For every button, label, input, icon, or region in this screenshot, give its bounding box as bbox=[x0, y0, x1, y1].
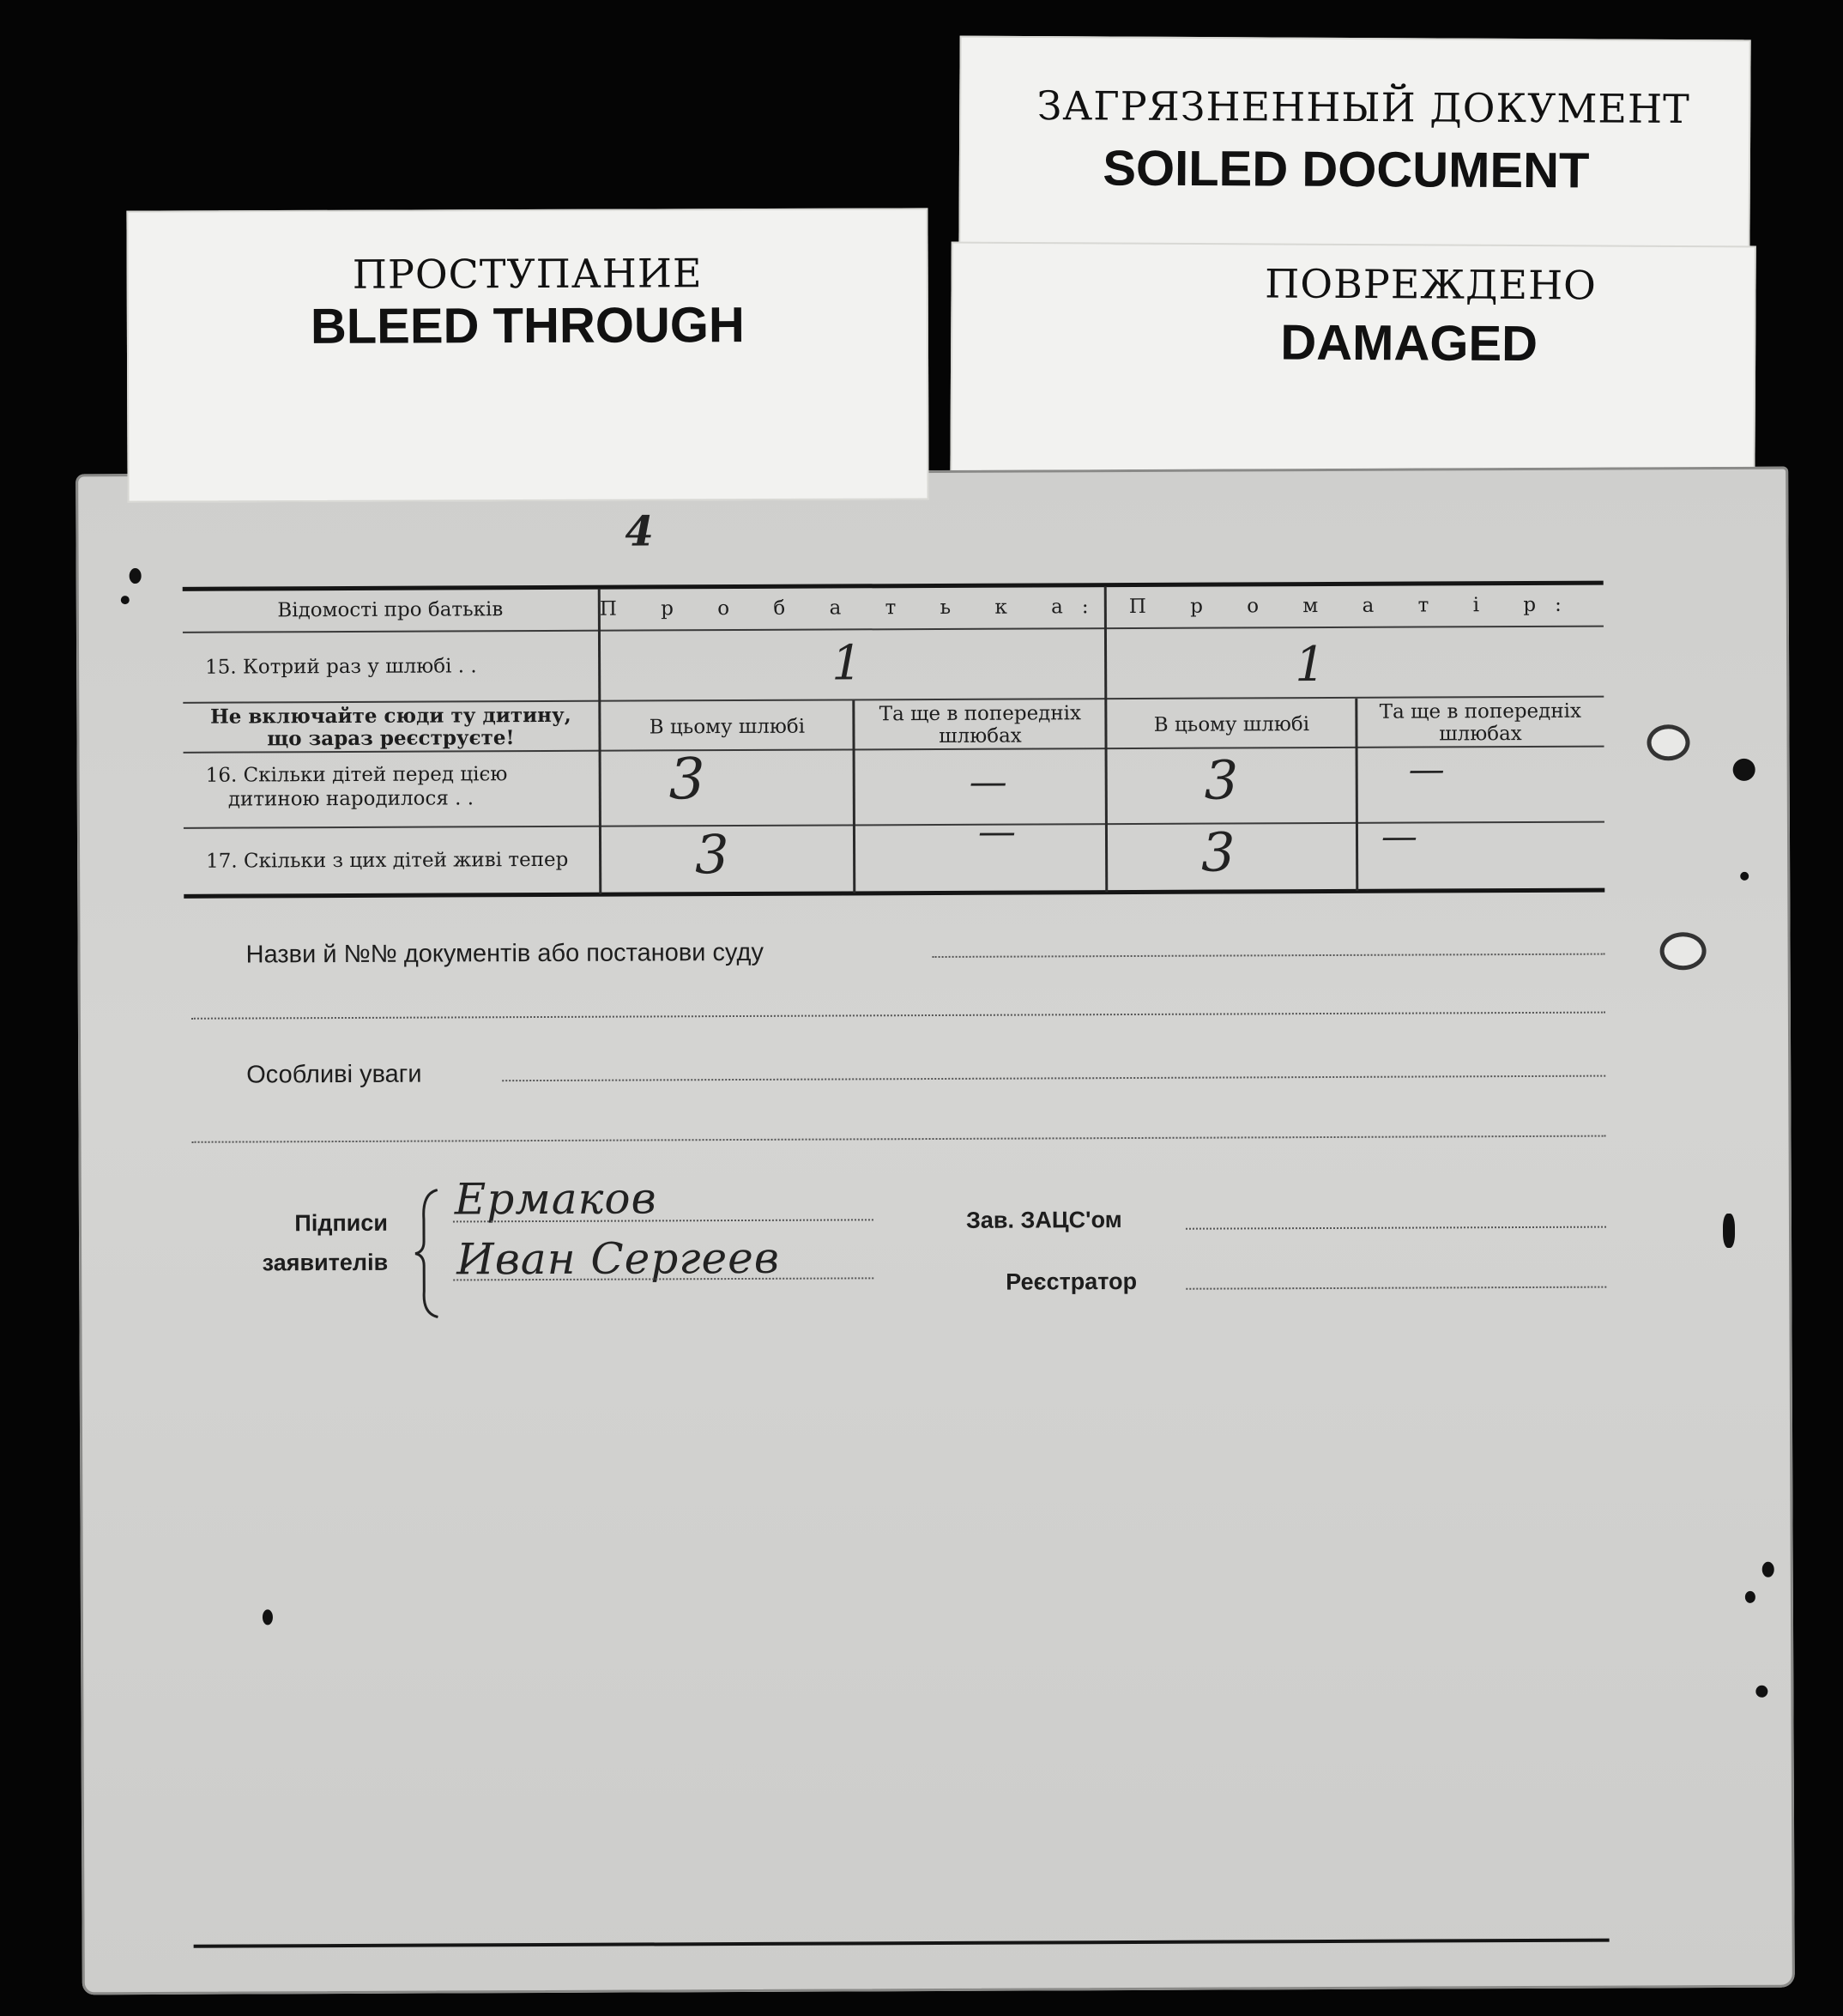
father-prev-marriages-header-l1: Та ще в попередніх bbox=[879, 702, 1082, 726]
ink-spot bbox=[130, 568, 142, 584]
form-sheet bbox=[76, 467, 1795, 1995]
ink-spot bbox=[1740, 872, 1749, 881]
signatures-label-line2: заявителів bbox=[262, 1249, 389, 1276]
signature-2: Иван Сергеев bbox=[456, 1232, 781, 1285]
father-prev-marriages-header-l2: шлюбах bbox=[939, 724, 1022, 748]
table-top-rule bbox=[183, 581, 1604, 591]
signatures-brace bbox=[412, 1184, 447, 1322]
row15-mother-value: 1 bbox=[1294, 637, 1326, 693]
bottom-rule bbox=[194, 1939, 1610, 1948]
bleed-label-en: BLEED THROUGH bbox=[310, 297, 745, 354]
row17-father-this-value: 3 bbox=[694, 823, 729, 887]
note-line2: що зараз реєструєте! bbox=[267, 726, 515, 751]
registrar-fill-line bbox=[1186, 1286, 1606, 1290]
soiled-label-en: SOILED DOCUMENT bbox=[1103, 140, 1590, 199]
header-about-mother: П р о м а т і р: bbox=[1128, 593, 1580, 619]
soiled-label-ru: ЗАГРЯЗНЕННЫЙ ДОКУМЕНТ bbox=[1036, 82, 1690, 133]
table-bottom-rule bbox=[184, 888, 1604, 899]
ink-spot bbox=[1762, 1562, 1774, 1577]
bleed-through-label bbox=[126, 208, 928, 502]
row16-mother-prev-value: — bbox=[1408, 748, 1445, 790]
row17-father-prev-value: — bbox=[977, 809, 1017, 854]
head-fill-line bbox=[1186, 1226, 1606, 1230]
row16-father-prev-value: — bbox=[969, 760, 1007, 804]
note-line1: Не включайте сюди ту дитину, bbox=[209, 703, 571, 729]
damaged-label-ru: ПОВРЕЖДЕНО bbox=[1265, 260, 1598, 309]
ink-spot bbox=[1723, 1214, 1735, 1248]
ink-spot bbox=[121, 596, 130, 604]
row16-father-this-value: 3 bbox=[668, 746, 705, 813]
documents-label: Назви й №№ документів або постанови суду bbox=[245, 938, 764, 969]
remarks-fill-line bbox=[502, 1075, 1605, 1082]
row16-label-line1: 16. Скільки дітей перед цією bbox=[205, 763, 508, 787]
header-about-father: П р о б а т ь к а: bbox=[599, 596, 1108, 621]
ink-spot bbox=[1745, 1591, 1755, 1603]
ink-spot bbox=[1755, 1686, 1767, 1698]
header-parents-info: Відомості про батьків bbox=[277, 598, 504, 622]
punch-hole bbox=[1647, 724, 1689, 760]
row15-label: 15. Котрий раз у шлюбі . . bbox=[205, 655, 477, 679]
mother-this-marriage-header: В цьому шлюбі bbox=[1153, 713, 1310, 736]
remarks-label: Особливі уваги bbox=[246, 1060, 422, 1089]
row17-mother-this-value: 3 bbox=[1200, 820, 1236, 884]
table-rule bbox=[183, 626, 1604, 633]
remarks-fill-line-2 bbox=[192, 1135, 1606, 1143]
row15-father-value: 1 bbox=[831, 635, 862, 692]
mother-prev-marriages-header-l2: шлюбах bbox=[1439, 723, 1522, 746]
registrar-label: Реєстратор bbox=[1006, 1268, 1138, 1295]
head-label: Зав. ЗАЦС'ом bbox=[965, 1207, 1122, 1233]
ink-spot bbox=[263, 1609, 273, 1625]
documents-fill-line-2 bbox=[191, 1012, 1605, 1020]
documents-fill-line bbox=[933, 954, 1605, 958]
father-this-marriage-header: В цьому шлюбі bbox=[649, 715, 806, 739]
ink-spot bbox=[1733, 759, 1755, 781]
punch-hole bbox=[1659, 932, 1706, 970]
mother-prev-marriages-header-l1: Та ще в попередніх bbox=[1379, 699, 1582, 723]
soiled-document-label bbox=[958, 36, 1750, 263]
signatures-label-line1: Підписи bbox=[294, 1209, 389, 1237]
page-mark: 4 bbox=[625, 507, 654, 556]
row17-label: 17. Скільки з цих дітей живі тепер bbox=[206, 848, 569, 873]
damaged-label bbox=[950, 242, 1756, 504]
row16-label-line2: дитиною народилося . . bbox=[227, 787, 474, 811]
damaged-label-en: DAMAGED bbox=[1280, 314, 1538, 372]
bleed-label-ru: ПРОСТУПАНИЕ bbox=[352, 250, 703, 298]
row17-mother-prev-value: — bbox=[1381, 814, 1418, 857]
row16-mother-this-value: 3 bbox=[1204, 748, 1239, 812]
signature-1: Ермаков bbox=[454, 1173, 657, 1225]
